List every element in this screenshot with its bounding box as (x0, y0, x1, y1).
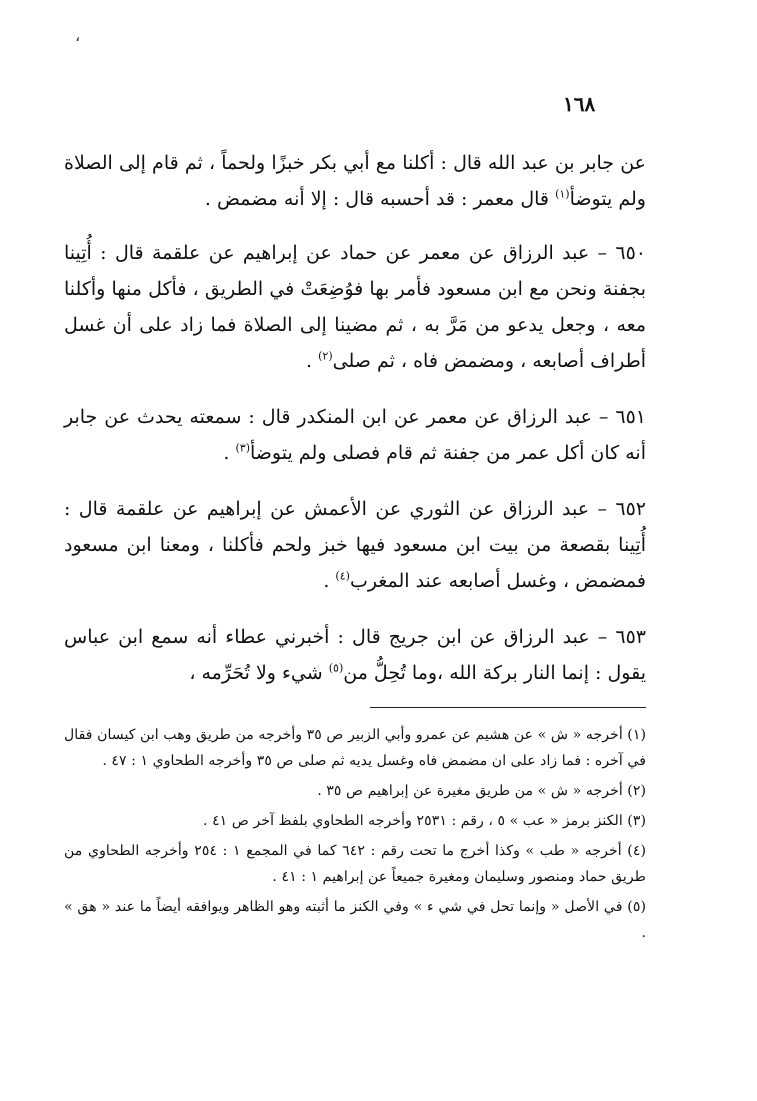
footnote-ref: (٥) (328, 661, 344, 675)
paragraph-text-end: قال معمر : قد أحسبه قال : إلا أنه مضمض . (204, 188, 556, 210)
hadith-650 (64, 235, 646, 379)
page-number: ١٦٨ (563, 92, 596, 116)
footnote-ref: (٢) (318, 349, 333, 363)
main-text (64, 145, 646, 711)
paragraph-text-end: . (306, 350, 319, 372)
paragraph-text: ٦٥٢ – عبد الرزاق عن الثوري عن الأعمش عن إبراهيم عن علقمة قال : أُتِينا بقصعة من بيت ابن مسعود فيها خبز ولحم فأكلنا ، ومعنا ابن مسعود فمضمض ، وغسل أصابعه عند المغرب (64, 498, 646, 592)
footnote-ref: (٤) (335, 569, 350, 583)
paragraph-text: عن جابر بن عبد الله قال : أكلنا مع أبي بكر خبزًا ولحماً ، ثم قام إلى الصلاة ولم يتوضأ (64, 152, 646, 210)
footnote-1: (١) أخرجه « ش » عن هشيم عن عمرو وأبي الزبير ص ٣٥ وأخرجه من طريق وهب ابن كيسان فقال في آخره : فما زاد على ان مضمض فاه وغسل يديه ثم صلى ص ٣٥ وأخرجه الطحاوي ١ : ٤٧ . (64, 727, 646, 769)
footnote-ref: (٣) (235, 441, 250, 455)
paragraph-text: ٦٥٠ – عبد الرزاق عن معمر عن حماد عن إبراهيم عن علقمة قال : أُتِينا بجفنة ونحن مع ابن مسعود فأمر بها فوُضِعَتْ في الطريق ، فأكل منها وأكلنا معه ، وجعل يدعو من مَرَّ به ، ثم مضينا إلى الصلاة فما زاد على أن غسل أطراف أصابعه ، ومضمض فاه ، ثم صلى (64, 242, 646, 372)
paragraph-text-end: شيء ولا تُحَرِّمه ، (189, 662, 329, 684)
footnote-3: (٣) الكنز برمز « عب » ٥ ، رقم : ٢٥٣١ وأخرجه الطحاوي بلفظ آخر ص ٤١ . (203, 813, 646, 829)
footnote-4: (٤) أخرجه « طب » وكذا أخرج ما تحت رقم : ٦٤٢ كما في المجمع ١ : ٢٥٤ وأخرجه الطحاوي من طريق حماد ومنصور وسليمان ومغيرة جميعاً عن إبراهيم ١ : ٤١ . (64, 843, 646, 885)
paragraph-text-end: . (223, 442, 236, 464)
corner-mark: ، (75, 26, 81, 45)
hadith-653 (64, 619, 646, 691)
paragraph-text: ٦٥١ – عبد الرزاق عن معمر عن ابن المنكدر قال : سمعته يحدث عن جابر أنه كان أكل عمر من جفنة ثم قام فصلى ولم يتوضأ (64, 406, 646, 464)
paragraph-text: ٦٥٣ – عبد الرزاق عن ابن جريج قال : أخبرني عطاء أنه سمع ابن عباس يقول : إنما النار بركة الله ،وما تُحِلُّ من (64, 626, 646, 684)
footnote-2: (٢) أخرجه « ش » من طريق مغيرة عن إبراهيم ص ٣٥ . (317, 783, 646, 799)
footnote-ref: (١) (555, 187, 570, 201)
paragraph-text-end: . (323, 570, 336, 592)
footnote-5: (٥) في الأصل « وإنما تحل في شي ء » وفي الكنز ما أثبته وهو الظاهر ويوافقه أيضاً ما عند « هق » . (64, 899, 646, 941)
hadith-651 (64, 399, 646, 471)
footnote-divider (370, 707, 646, 708)
paragraph (64, 145, 646, 217)
hadith-652 (64, 491, 646, 599)
footnotes (64, 722, 646, 950)
